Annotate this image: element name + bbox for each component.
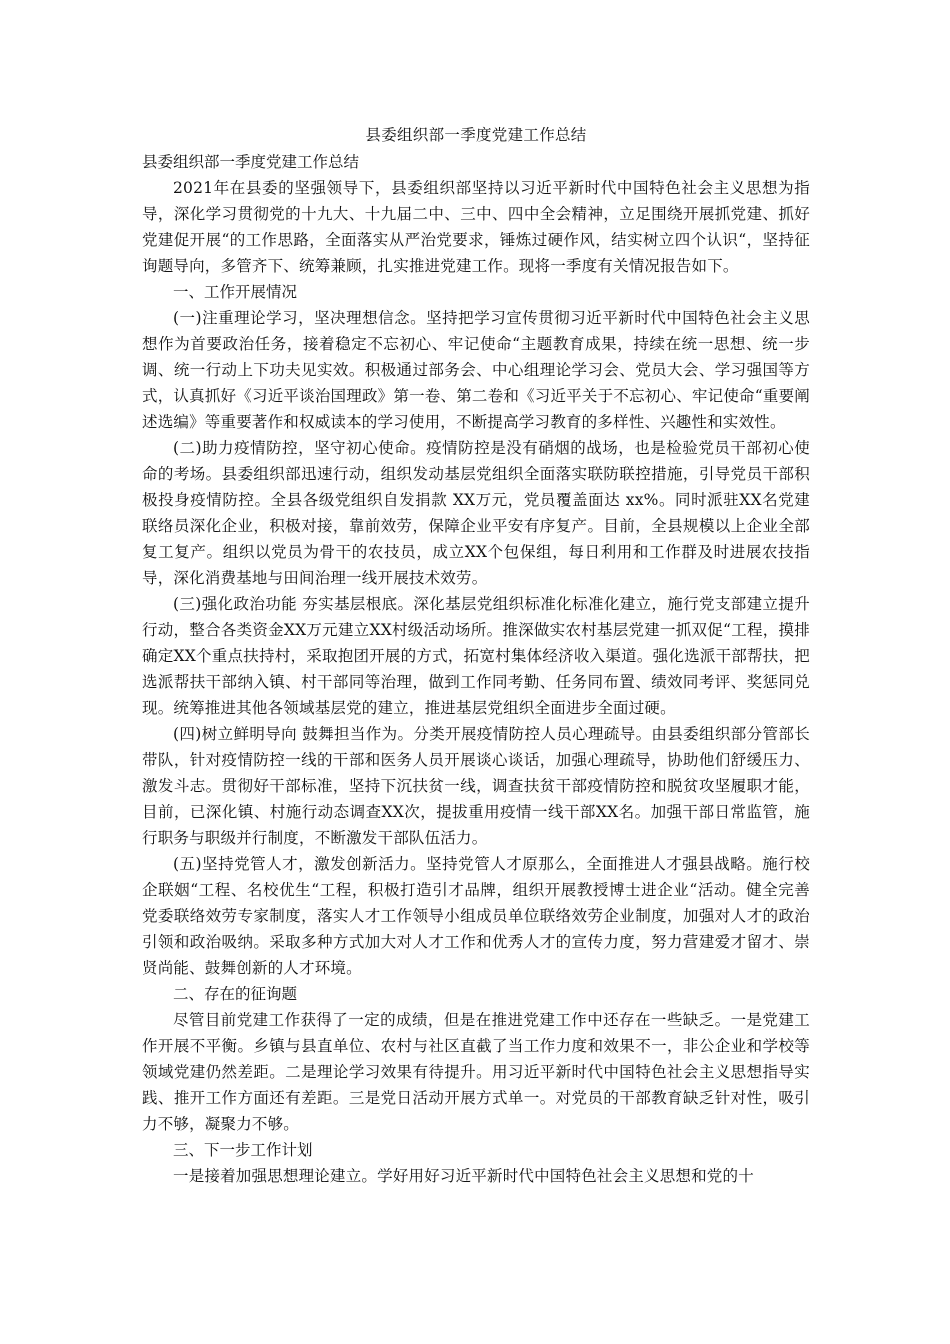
- document-page: [142, 122, 810, 1189]
- section1-paragraph: (三)强化政治功能 夯实基层根底。深化基层党组织标准化标准化建立，施行党支部建立提升行动，整合各类资金XX万元建立XX村级活动场所。推深做实农村基层党建一抓双促“工程，摸排确定XX个重点扶持村，采取抱团开展的方式，拓宽村集体经济收入渠道。强化选派干部帮扶，把选派帮扶干部纳入镇、村干部同等治理，做到工作同考勤、任务同布置、绩效同考评、奖惩同兑现。统筹推进其他各领域基层党的建立，推进基层党组织全面进步全面过硬。: [142, 595, 810, 717]
- document-title: 县委组织部一季度党建工作总结: [365, 126, 587, 144]
- section1-paragraph: (四)树立鲜明导向 鼓舞担当作为。分类开展疫情防控人员心理疏导。由县委组织部分管部长带队，针对疫情防控一线的干部和医务人员开展谈心谈话，加强心理疏导，协助他们舒缓压力、激发斗志。贯彻好干部标准，坚持下沉扶贫一线，调查扶贫干部疫情防控和脱贫攻坚履职才能，目前，已深化镇、村施行动态调查XX次，提拔重用疫情一线干部XX名。加强干部日常监管，施行职务与职级并行制度，不断激发干部队伍活力。: [142, 725, 810, 847]
- document-subtitle: 县委组织部一季度党建工作总结: [142, 153, 360, 171]
- section-heading-work-progress: 一、工作开展情况: [173, 283, 298, 301]
- section1-paragraph: (一)注重理论学习，坚决理想信念。坚持把学习宣传贯彻习近平新时代中国特色社会主义思想作为首要政治任务，接着稳定不忘初心、牢记使命“主题教育成果，持续在统一思想、统一步调、统一行动上下功夫见实效。积极通过部务会、中心组理论学习会、党员大会、学习强国等方式，认真抓好《习近平谈治国理政》第一卷、第二卷和《习近平关于不忘初心、牢记使命“重要阐述选编》等重要著作和权威读本的学习使用，不断提高学习教育的多样性、兴趣性和实效性。: [142, 309, 810, 431]
- section-heading-next-plan: 三、下一步工作计划: [173, 1141, 313, 1159]
- section1-paragraph: (五)坚持党管人才，激发创新活力。坚持党管人才原那么，全面推进人才强县战略。施行校企联姻“工程、名校优生“工程，积极打造引才品牌，组织开展教授博士进企业“活动。健全完善党委联络效劳专家制度，落实人才工作领导小组成员单位联络效劳企业制度，加强对人才的政治引领和政治吸纳。采取多种方式加大对人才工作和优秀人才的宣传力度，努力营建爱才留才、崇贤尚能、鼓舞创新的人才环境。: [142, 855, 810, 977]
- section1-paragraph: (二)助力疫情防控，坚守初心使命。疫情防控是没有硝烟的战场，也是检验党员干部初心使命的考场。县委组织部迅速行动，组织发动基层党组织全面落实联防联控措施，引导党员干部积极投身疫情防控。全县各级党组织自发捐款 XX万元，党员覆盖面达 xx%。同时派驻XX名党建联络员深化企业，积极对接，靠前效劳，保障企业平安有序复产。目前，全县规模以上企业全部复工复产。组织以党员为骨干的农技员，成立XX个包保组，每日利用和工作群及时进展农技指导，深化消费基地与田间治理一线开展技术效劳。: [142, 439, 810, 587]
- section2-paragraph: 尽管目前党建工作获得了一定的成绩，但是在推进党建工作中还存在一些缺乏。一是党建工作开展不平衡。乡镇与县直单位、农村与社区直截了当工作力度和效果不一，非公企业和学校等领域党建仍然差距。二是理论学习效果有待提升。用习近平新时代中国特色社会主义思想指导实践、推开工作方面还有差距。三是党日活动开展方式单一。对党员的干部教育缺乏针对性，吸引力不够，凝聚力不够。: [142, 1011, 810, 1133]
- section-heading-problems: 二、存在的征询题: [173, 985, 298, 1003]
- intro-paragraph: 2021年在县委的坚强领导下，县委组织部坚持以习近平新时代中国特色社会主义思想为指导，深化学习贯彻党的十九大、十九届二中、三中、四中全会精神，立足围绕开展抓党建、抓好党建促开展“的工作思路，全面落实从严治党要求，锤炼过硬作风，结实树立四个认识“，坚持征询题导向，多管齐下、统筹兼顾，扎实推进党建工作。现将一季度有关情况报告如下。: [142, 179, 810, 275]
- section3-paragraph: 一是接着加强思想理论建立。学好用好习近平新时代中国特色社会主义思想和党的十: [173, 1167, 754, 1185]
